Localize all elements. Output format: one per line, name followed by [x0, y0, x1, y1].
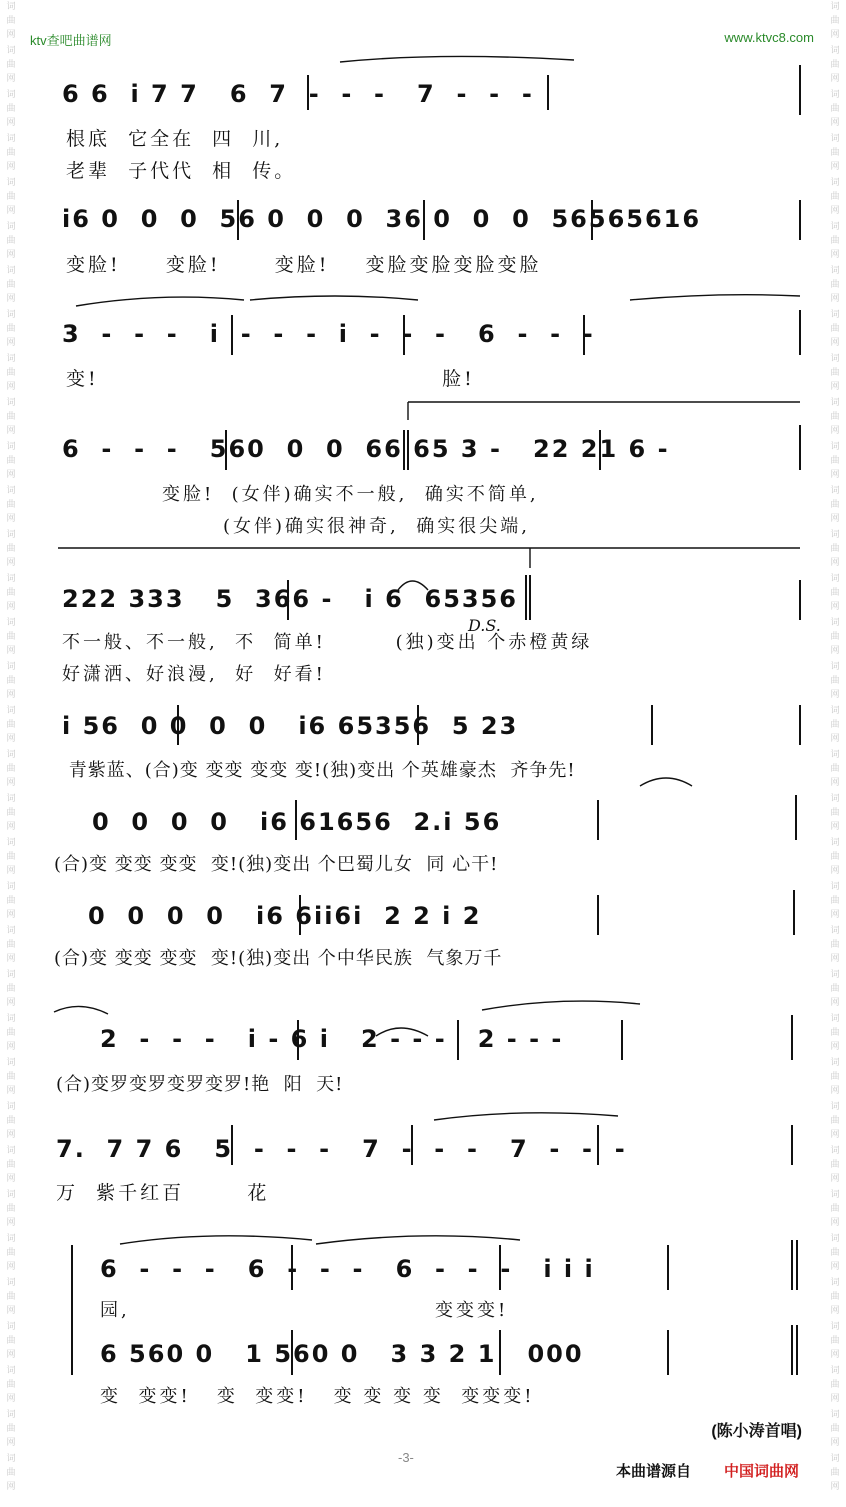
lyric-line: 变脸! (女伴)确实不一般, 确实不简单, [66, 484, 539, 505]
watermark-mark: 词 曲 网 [830, 706, 840, 744]
watermark-mark: 词 曲 网 [6, 46, 16, 84]
watermark-mark: 词 曲 网 [6, 1102, 16, 1140]
footer-brand-link[interactable]: 中国词曲网 [724, 1463, 800, 1480]
lyric-line: 园, 变变变! [100, 1300, 509, 1321]
watermark-mark: 词 曲 网 [6, 442, 16, 480]
watermark-mark: 词 曲 网 [830, 266, 840, 304]
notes: 0 0 0 0 i6 61656 2.i 56 [92, 808, 502, 836]
watermark-mark: 词 曲 网 [6, 838, 16, 876]
page-number: -3- [398, 1450, 414, 1465]
watermark-mark: 词 曲 网 [830, 398, 840, 436]
watermark-mark: 词 曲 网 [6, 882, 16, 920]
singer-credit: (陈小涛首唱) [711, 1423, 802, 1440]
notes: 6 560 0 1 560 0 3 3 2 1 000 [100, 1340, 584, 1368]
watermark-mark: 词 曲 网 [6, 310, 16, 348]
notes: i6 0 0 0 56 0 0 0 36 0 0 0 56565616 [62, 205, 702, 233]
watermark-mark: 词 曲 网 [6, 926, 16, 964]
notes: 6 6 i 7 7 6 7 - - - 7 - - - [62, 80, 534, 108]
watermark-mark: 词 曲 网 [830, 310, 840, 348]
lyric-line: 变 变变! 变 变变! 变 变 变 变 变变变! [100, 1386, 535, 1407]
watermark-mark: 词 曲 网 [830, 662, 840, 700]
watermark-mark: 词 曲 网 [830, 354, 840, 392]
watermark-mark: 词 曲 网 [6, 134, 16, 172]
watermark-mark: 词 曲 网 [830, 46, 840, 84]
watermark-mark: 词 曲 网 [830, 1102, 840, 1140]
lyric-line: (合)变罗变罗变罗变罗!艳 阳 天! [56, 1074, 344, 1095]
lyric-line: 变! 脸! [66, 368, 475, 390]
dal-segno-marker: D.S. [468, 616, 501, 635]
notes: 0 0 0 0 i6 6ii6i 2 2 i 2 [88, 902, 482, 930]
notes: 7. 7 7 6 5 - - - 7 - - - 7 - - - [56, 1135, 627, 1163]
watermark-mark: 词 曲 网 [6, 90, 16, 128]
site-url-right[interactable]: www.ktvc8.com [724, 30, 814, 45]
watermark-mark: 词 曲 网 [830, 970, 840, 1008]
watermark-mark: 词 曲 网 [830, 838, 840, 876]
watermark-mark: 词 曲 网 [6, 1058, 16, 1096]
watermark-mark: 词 曲 网 [6, 1014, 16, 1052]
watermark-mark: 词 曲 网 [830, 90, 840, 128]
watermark-mark: 词 曲 网 [830, 1146, 840, 1184]
watermark-mark: 词 曲 网 [830, 1410, 840, 1448]
watermark-mark: 词 曲 网 [830, 1234, 840, 1272]
notes: 6 - - - 6 - - - 6 - - - i i i [100, 1255, 595, 1283]
lyric-line: 不一般、不一般, 不 简单! (独)变出 个赤橙黄绿 [62, 632, 593, 653]
watermark-mark: 词 曲 网 [830, 1278, 840, 1316]
watermark-mark: 词 曲 网 [6, 1234, 16, 1272]
watermark-mark: 词 曲 网 [830, 750, 840, 788]
footer-source-label: 本曲谱源自 [616, 1463, 692, 1480]
watermark-mark: 词 曲 网 [830, 1058, 840, 1096]
watermark-mark: 词 曲 网 [6, 2, 16, 40]
lyric-line: 根底 它全在 四 川, [66, 128, 284, 150]
lyric-line: (合)变 变变 变变 变!(独)变出 个巴蜀儿女 同 心干! [54, 854, 499, 875]
watermark-mark: 词 曲 网 [830, 882, 840, 920]
notes: 2 - - - i - 6 i 2 - - - 2 - - - [100, 1025, 564, 1053]
watermark-mark: 词 曲 网 [830, 1014, 840, 1052]
lyric-line: 青紫蓝、(合)变 变变 变变 变!(独)变出 个英雄豪杰 齐争先! [62, 760, 576, 781]
watermark-mark: 词 曲 网 [6, 794, 16, 832]
watermark-mark: 词 曲 网 [830, 926, 840, 964]
watermark-mark: 词 曲 网 [6, 266, 16, 304]
watermark-mark: 词 曲 网 [6, 750, 16, 788]
watermark-mark: 词 曲 网 [830, 1366, 840, 1404]
watermark-mark: 词 曲 网 [6, 662, 16, 700]
watermark-mark: 词 曲 网 [6, 222, 16, 260]
notes: 6 - - - 560 0 0 66 65 3 - 22 21 6 - [62, 435, 670, 463]
watermark-mark: 词 曲 网 [830, 530, 840, 568]
lyric-line: (合)变 变变 变变 变!(独)变出 个中华民族 气象万千 [54, 948, 503, 969]
watermark-mark: 词 曲 网 [6, 706, 16, 744]
watermark-mark: 词 曲 网 [6, 1322, 16, 1360]
watermark-mark: 词 曲 网 [830, 442, 840, 480]
lyric-line: 万 紫千红百 花 [56, 1182, 270, 1204]
watermark-mark: 词 曲 网 [6, 574, 16, 612]
watermark-mark: 词 曲 网 [830, 618, 840, 656]
watermark-mark: 词 曲 网 [6, 486, 16, 524]
watermark-mark: 词 曲 网 [830, 134, 840, 172]
lyric-line: 老辈 子代代 相 传。 [66, 160, 297, 182]
watermark-mark: 词 曲 网 [830, 486, 840, 524]
watermark-mark: 词 曲 网 [6, 618, 16, 656]
watermark-mark: 词 曲 网 [830, 2, 840, 40]
watermark-mark: 词 曲 网 [830, 178, 840, 216]
watermark-mark: 词 曲 网 [830, 1454, 840, 1492]
watermark-mark: 词 曲 网 [6, 1146, 16, 1184]
watermark-mark: 词 曲 网 [6, 970, 16, 1008]
watermark-mark: 词 曲 网 [830, 574, 840, 612]
watermark-mark: 词 曲 网 [6, 354, 16, 392]
lyric-line: (女伴)确实很神奇, 确实很尖端, [66, 516, 530, 537]
notes: 3 - - - i - - - i - - - 6 - - - [62, 320, 595, 348]
watermark-mark: 词 曲 网 [6, 1278, 16, 1316]
watermark-mark: 词 曲 网 [6, 178, 16, 216]
watermark-mark: 词 曲 网 [830, 1190, 840, 1228]
watermark-mark: 词 曲 网 [830, 1322, 840, 1360]
lyric-line: 好潇洒、好浪漫, 好 好看! [62, 664, 326, 685]
site-name-left[interactable]: ktv查吧曲谱网 [30, 33, 112, 48]
watermark-mark: 词 曲 网 [6, 1190, 16, 1228]
notes: i 56 0 0 0 0 i6 65356 5 23 [62, 712, 519, 740]
watermark-mark: 词 曲 网 [6, 398, 16, 436]
watermark-mark: 词 曲 网 [6, 1366, 16, 1404]
watermark-mark: 词 曲 网 [830, 222, 840, 260]
watermark-mark: 词 曲 网 [6, 530, 16, 568]
watermark-mark: 词 曲 网 [6, 1454, 16, 1492]
watermark-mark: 词 曲 网 [6, 1410, 16, 1448]
lyric-line: 变脸! 变脸! 变脸! 变脸变脸变脸变脸 [66, 254, 542, 276]
notes: 222 333 5 366 - i 6 65356 [62, 585, 518, 613]
watermark-mark: 词 曲 网 [830, 794, 840, 832]
